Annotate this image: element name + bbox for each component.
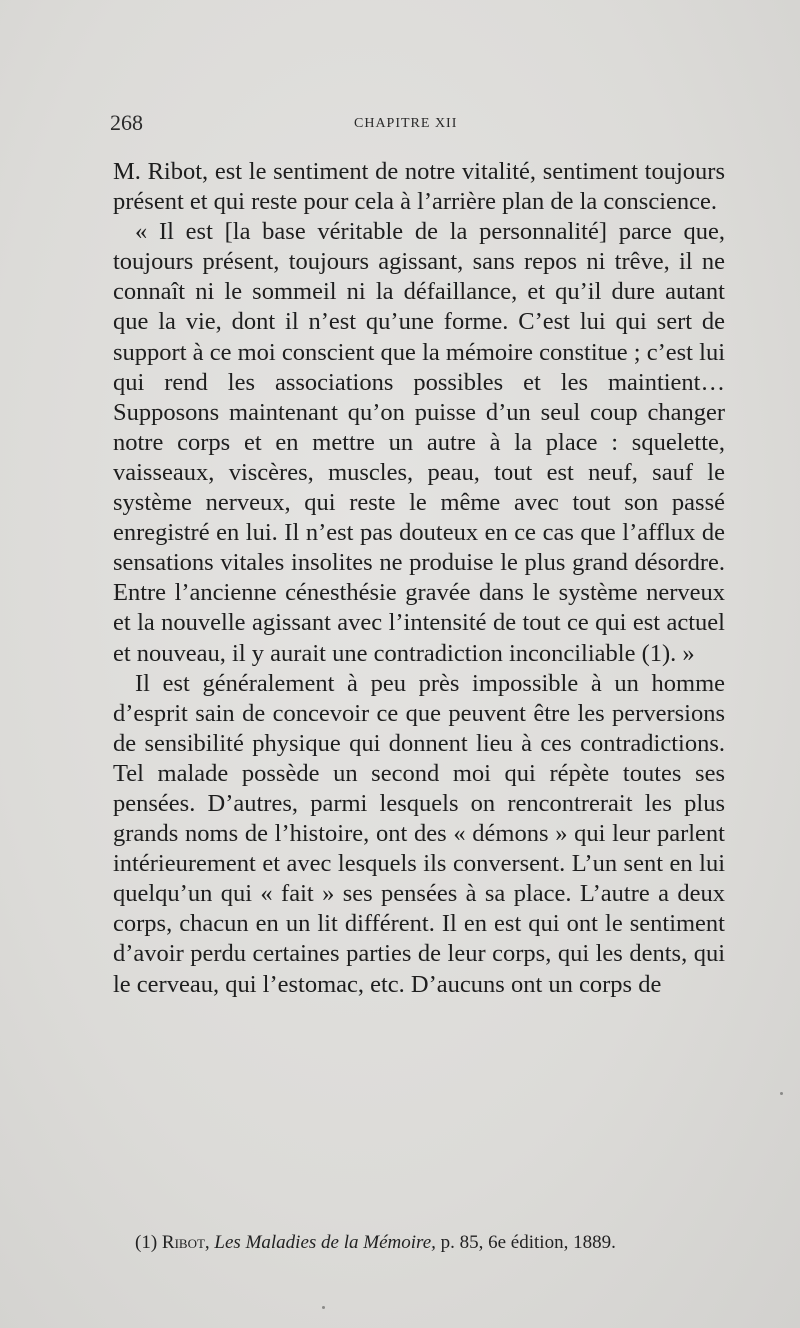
paragraph: M. Ribot, est le sentiment de notre vitalité, sentiment toujours présent et qui reste pour cela à l’arrière plan de la conscience. — [113, 158, 725, 216]
paper-speck — [780, 1092, 783, 1095]
page-number: 268 — [110, 110, 143, 135]
paragraph: Il est généralement à peu près impossible à un homme d’esprit sain de concevoir ce que peuvent être les perversions de sensibilité physique qui donnent lieu à ces contradictions. Tel malade possède un second moi qui répète toutes ses pensées. D’autres, parmi lesquels on rencontrerait les plus grands noms de l’histoire, ont des « démons » qui leur parlent intérieurement et avec lesquels ils conversent. L’un sent en lui quelqu’un qui « fait » ses pensées à sa place. L’autre a deux corps, chacun en un lit différent. Il en est qui ont le sentiment d’avoir perdu certaines parties de leur corps, qui les dents, qui le cerveau, qui l’estomac, etc. D’aucuns ont un corps de — [113, 669, 725, 998]
footnote-author: Ribot, — [161, 1232, 210, 1253]
paper-speck — [322, 1306, 325, 1309]
body-text — [113, 157, 725, 1000]
footnote-title: Les Maladies de la Mémoire, — [214, 1232, 436, 1253]
paragraph: « Il est [la base véritable de la personnalité] parce que, toujours présent, toujours agissant, sans repos ni trêve, il ne connaît ni le sommeil ni la défaillance, et qu’il dure autant que la vie, dont il n’est qu’une forme. C’est lui qui sert de support à ce moi conscient que la mémoire constitue ; c’est lui qui rend les associations possibles et les maintient… Supposons maintenant qu’on puisse d’un seul coup changer notre corps et en mettre un autre à la place : squelette, vaisseaux, viscères, muscles, peau, tout est neuf, sauf le système nerveux, qui reste le même avec tout son passé enregistré en lui. Il n’est pas douteux en ce cas que l’afflux de sensations vitales insolites ne produise le plus grand désordre. Entre l’ancienne cénesthésie gravée dans le système nerveux et la nouvelle agissant avec l’intensité de tout ce qui est actuel et nouveau, il y aurait une contradiction inconciliable (1). » — [113, 218, 725, 667]
footnote-details: p. 85, 6e édition, 1889. — [440, 1232, 616, 1253]
page-header — [110, 110, 726, 140]
footnote — [135, 1232, 735, 1254]
footnote-marker: (1) — [135, 1232, 158, 1253]
running-head: CHAPITRE XII — [354, 116, 458, 131]
